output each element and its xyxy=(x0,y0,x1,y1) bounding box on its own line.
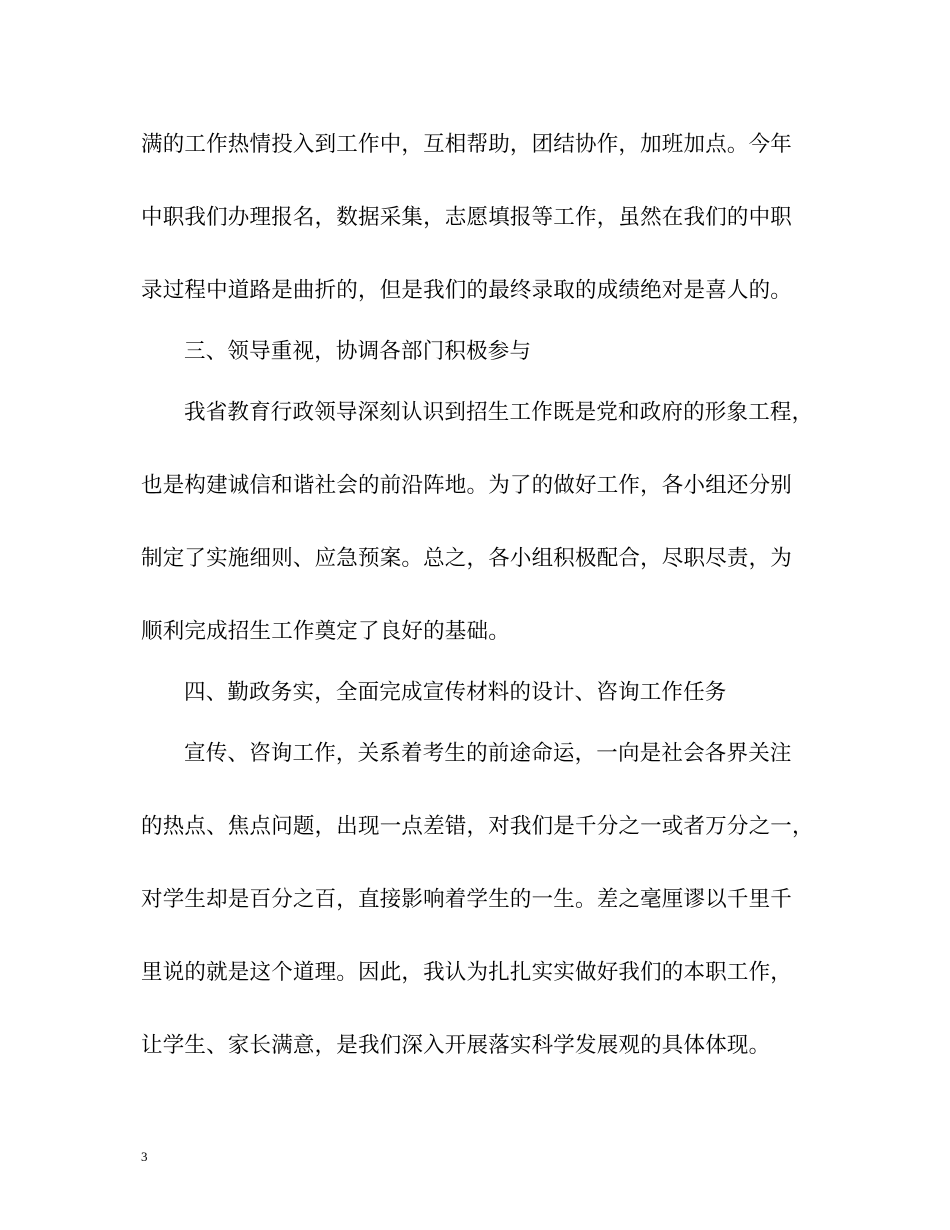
body-text-line: 对学生却是百分之百，直接影响着学生的一生。差之毫厘谬以千里千 xyxy=(141,887,793,912)
body-text-line: 制定了实施细则、应急预案。总之，各小组积极配合，尽职尽责，为 xyxy=(141,546,793,571)
section-heading: 三、领导重视，协调各部门积极参与 xyxy=(184,339,532,364)
section-heading: 四、勤政务实，全面完成宣传材料的设计、咨询工作任务 xyxy=(184,680,727,705)
body-text-line: 录过程中道路是曲折的，但是我们的最终录取的成绩绝对是喜人的。 xyxy=(141,278,793,303)
body-text-line: 里说的就是这个道理。因此，我认为扎扎实实做好我们的本职工作， xyxy=(141,960,793,985)
body-text-line: 我省教育行政领导深刻认识到招生工作既是党和政府的形象工程， xyxy=(184,400,814,425)
body-text-line: 的热点、焦点问题，出现一点差错，对我们是千分之一或者万分之一， xyxy=(141,814,814,839)
body-text-line: 中职我们办理报名，数据采集，志愿填报等工作，虽然在我们的中职 xyxy=(141,205,793,230)
page-number: 3 xyxy=(141,1149,148,1164)
body-text-line: 让学生、家长满意，是我们深入开展落实科学发展观的具体体现。 xyxy=(141,1033,771,1058)
body-text-line: 满的工作热情投入到工作中，互相帮助，团结协作，加班加点。今年 xyxy=(141,132,793,157)
body-text-line: 顺利完成招生工作奠定了良好的基础。 xyxy=(141,619,510,644)
body-text-line: 宣传、咨询工作，关系着考生的前途命运，一向是社会各界关注 xyxy=(184,741,792,766)
body-text-line: 也是构建诚信和谐社会的前沿阵地。为了的做好工作，各小组还分别 xyxy=(141,473,793,498)
